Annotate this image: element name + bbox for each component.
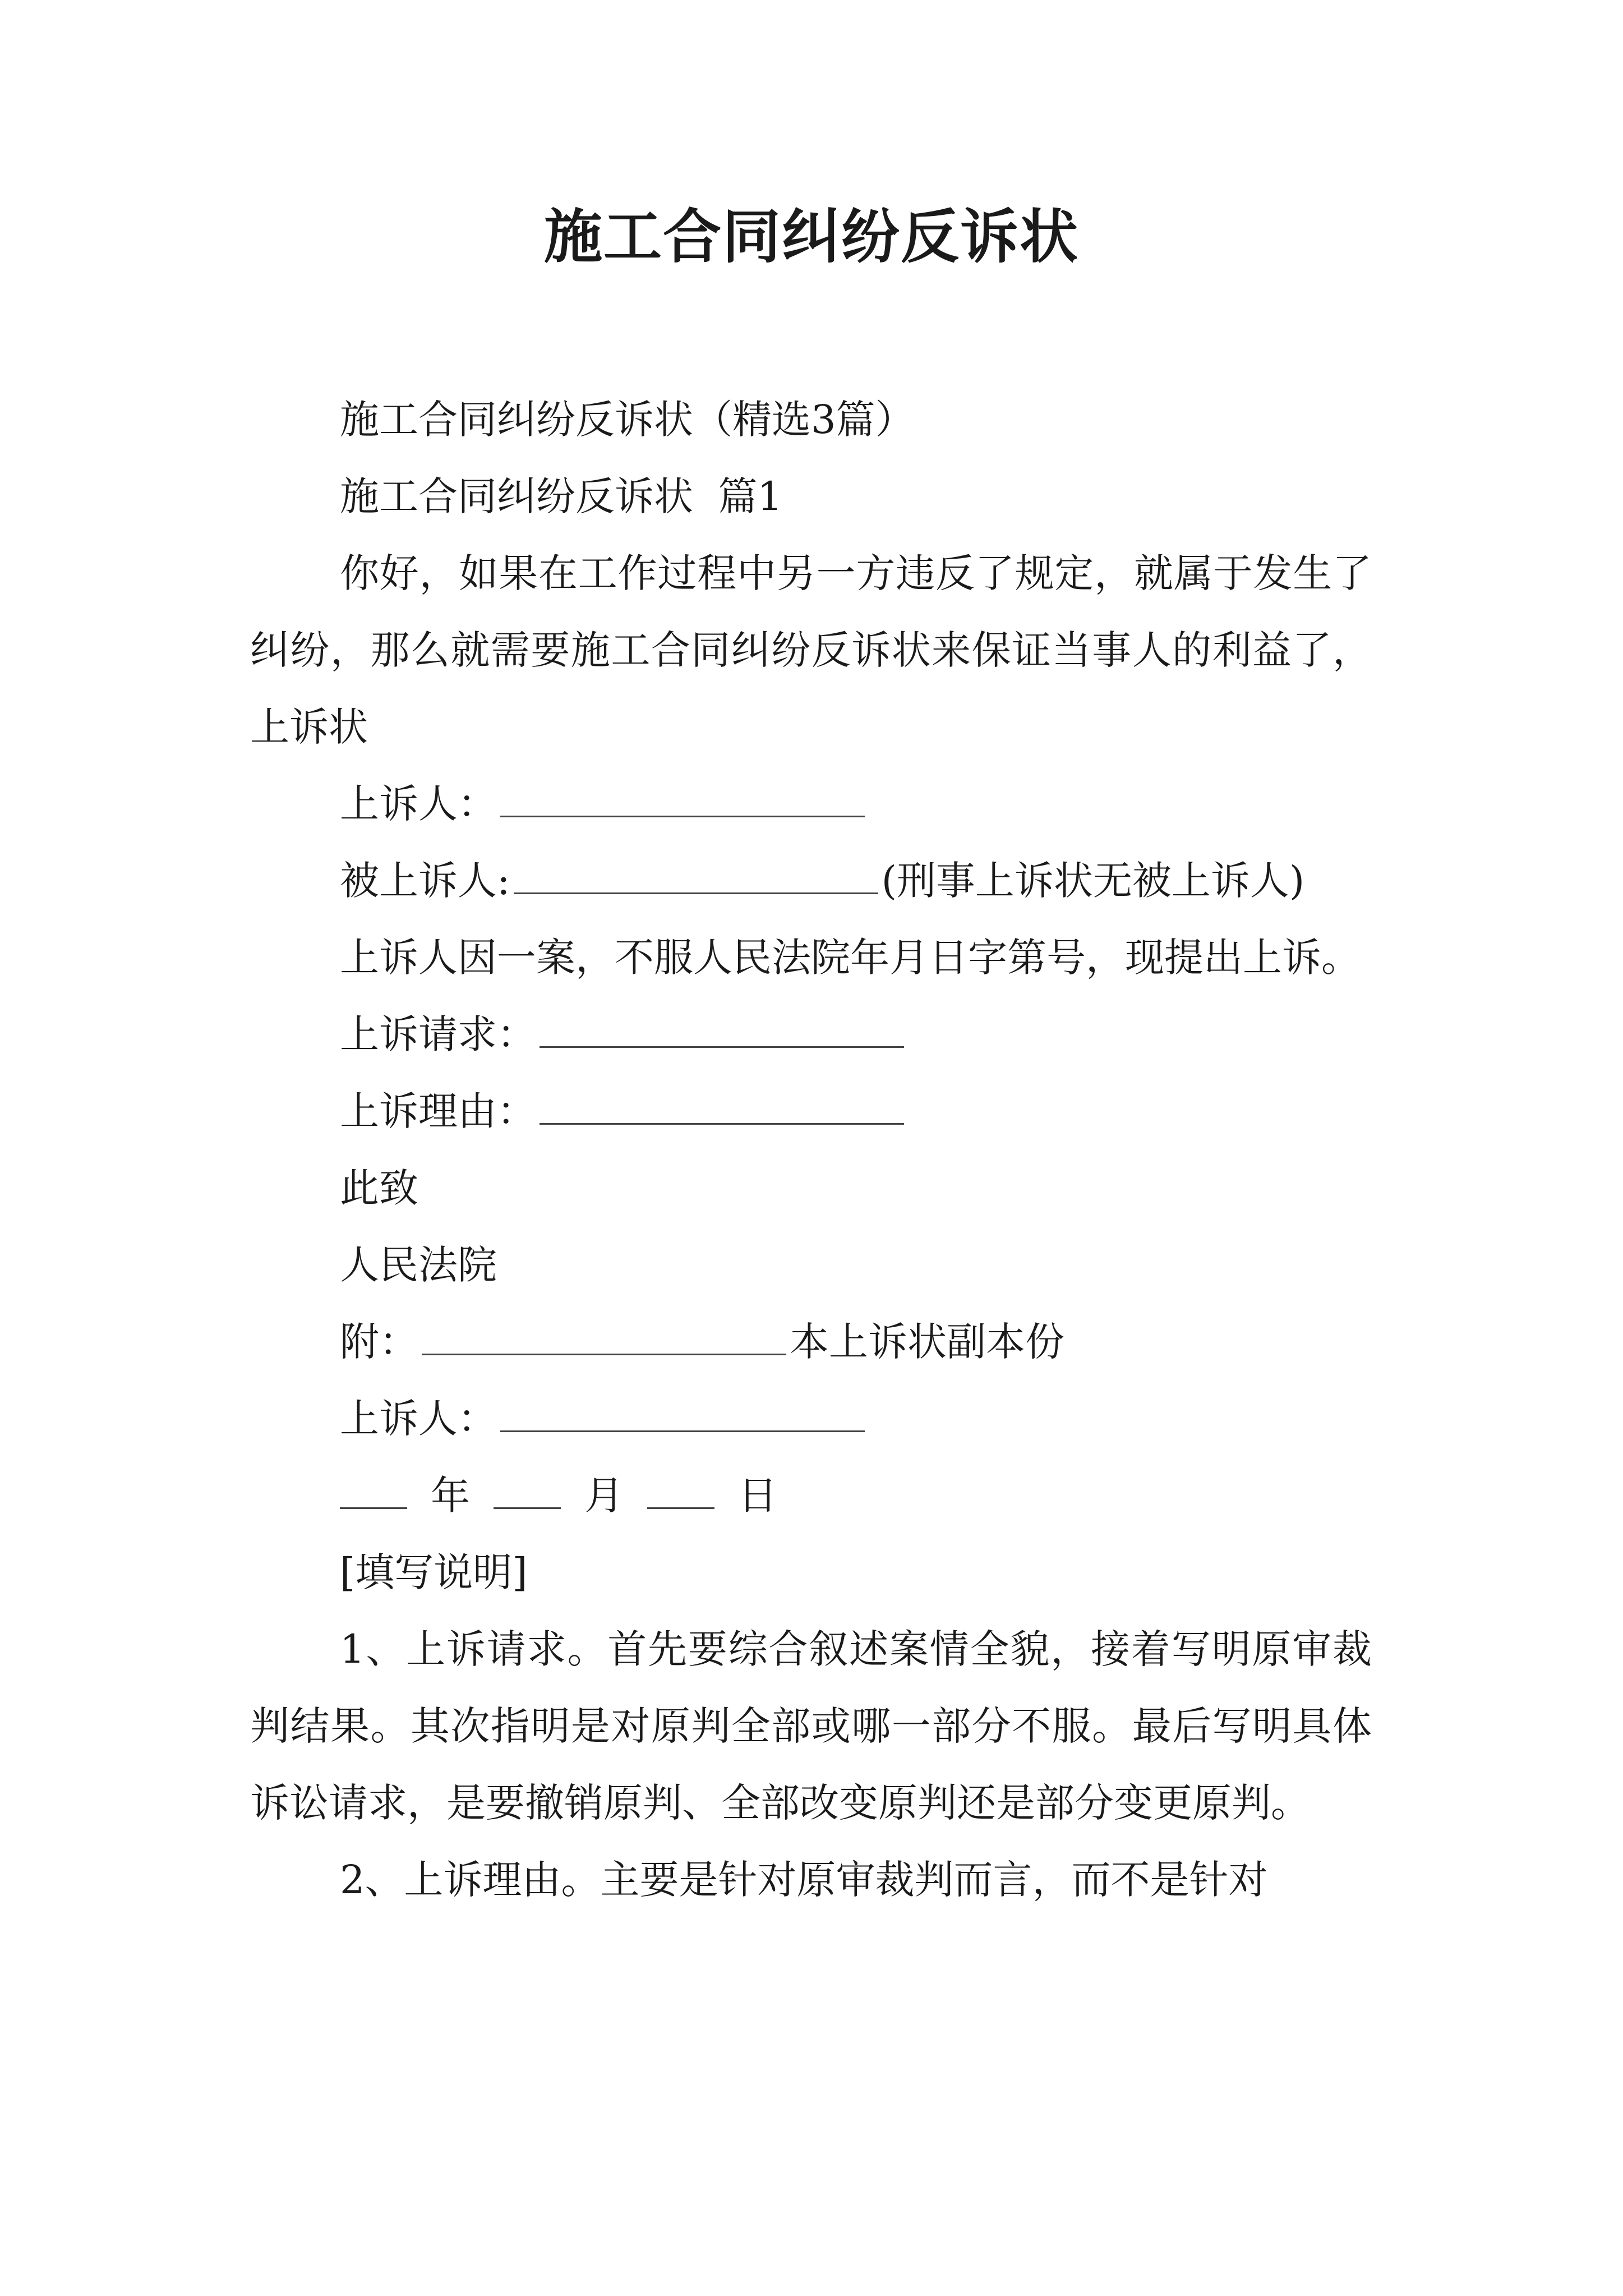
appellant-blank xyxy=(500,815,865,817)
court-name: 人民法院 xyxy=(340,1242,497,1288)
appellee-note: (刑事上诉状无被上诉人) xyxy=(881,858,1305,904)
appellant-line xyxy=(250,766,1372,843)
reason-line xyxy=(250,1073,1372,1150)
attachment-line xyxy=(250,1304,1372,1381)
date-year: 年 xyxy=(431,1473,470,1519)
document-body xyxy=(250,381,1372,1918)
document-title: 施工合同纠纷反诉状 xyxy=(543,202,1079,271)
appellee-line xyxy=(250,843,1372,919)
attach-blank xyxy=(422,1353,786,1355)
appellee-label: 被上诉人: xyxy=(340,858,510,904)
intro-paragraph: 你好，如果在工作过程中另一方违反了规定，就属于发生了纠纷，那么就需要施工合同纠纷反诉状来保证当事人的利益了，上诉状 xyxy=(250,550,1372,750)
day-blank xyxy=(647,1507,714,1509)
year-blank xyxy=(340,1507,407,1509)
reason-label: 上诉理由： xyxy=(340,1088,536,1134)
signature-label: 上诉人： xyxy=(340,1396,497,1442)
reason-blank xyxy=(540,1122,904,1125)
case-paragraph: 上诉人因一案，不服人民法院年月日字第号，现提出上诉。 xyxy=(340,935,1361,981)
date-day: 日 xyxy=(738,1473,777,1519)
signature-line xyxy=(250,1381,1372,1457)
appellant-label: 上诉人： xyxy=(340,781,497,827)
attach-label: 附： xyxy=(340,1319,418,1365)
request-label: 上诉请求： xyxy=(340,1011,536,1057)
salutation: 此致 xyxy=(340,1165,418,1211)
note-2: 2、上诉理由。主要是针对原审裁判而言，而不是针对 xyxy=(340,1857,1268,1903)
note-1: 1、上诉请求。首先要综合叙述案情全貌，接着写明原审裁判结果。其次指明是对原判全部或哪一部分不服。最后写明具体诉讼请求，是要撤销原判、全部改变原判还是部分变更原判。 xyxy=(250,1626,1372,1826)
month-blank xyxy=(494,1507,561,1509)
notes-heading: [填写说明] xyxy=(340,1549,528,1595)
subtitle: 施工合同纠纷反诉状（精选3篇） xyxy=(340,397,915,443)
section-heading: 施工合同纠纷反诉状 篇1 xyxy=(340,473,783,519)
signature-blank xyxy=(500,1430,865,1432)
request-line xyxy=(250,996,1372,1073)
date-line xyxy=(250,1457,1372,1534)
date-month: 月 xyxy=(584,1473,624,1519)
appellee-blank xyxy=(514,892,878,894)
request-blank xyxy=(540,1046,904,1048)
attach-tail: 本上诉状副本份 xyxy=(790,1319,1064,1365)
